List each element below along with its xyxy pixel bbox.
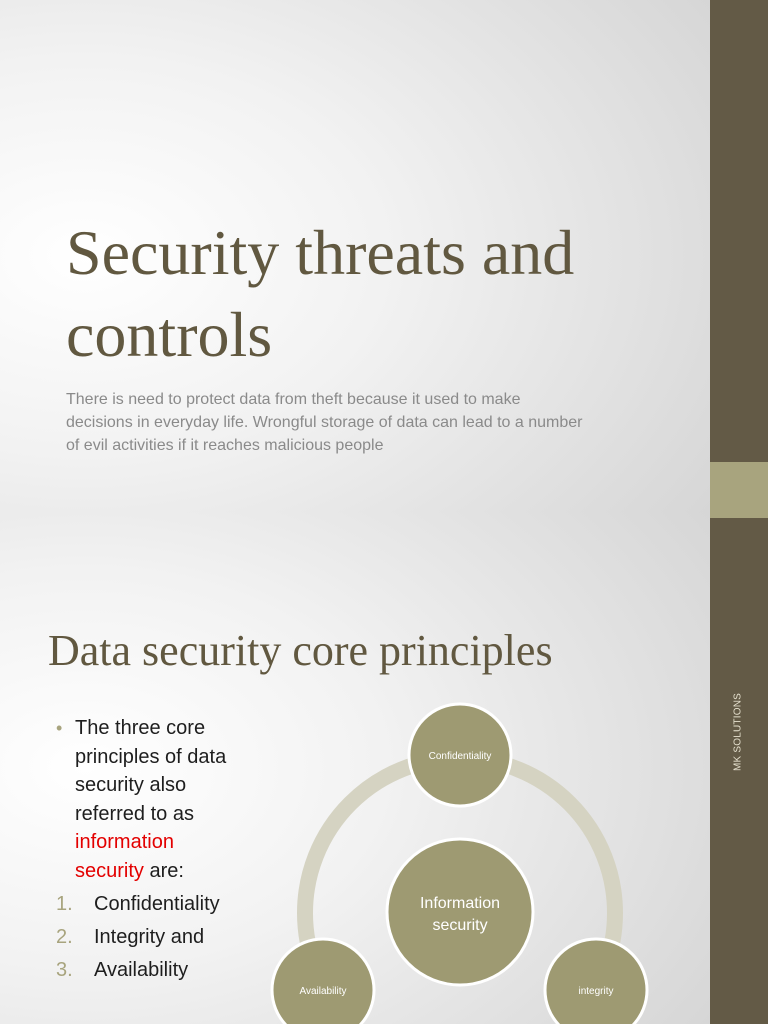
bullet-dot-icon: • — [56, 718, 63, 738]
list-number: 2. — [56, 926, 73, 948]
top-node-label: Confidentiality — [428, 751, 492, 762]
bullet-point — [56, 714, 246, 885]
list-number: 1. — [56, 893, 73, 915]
slide-title-heading — [66, 212, 686, 376]
bullet-text — [75, 714, 246, 885]
title-line-2: controls — [66, 299, 273, 370]
principles-diagram — [260, 692, 700, 1024]
slide-core-principles — [0, 512, 710, 1024]
slide-subtitle: There is need to protect data from theft because it used to make decisions in everyday life. Wrongful storage of data can lead to a number of evil activities if it reaches malicious people — [66, 391, 583, 454]
node-confidentiality — [409, 704, 511, 806]
center-label-line-2: security — [432, 917, 488, 934]
slide-heading: Data security core principles — [48, 626, 553, 675]
list-label: Availability — [94, 959, 189, 981]
list-label: Confidentiality — [94, 893, 220, 915]
slide-title — [0, 0, 710, 512]
bullet-highlight: information security — [75, 831, 174, 882]
bottom-left-node-label: Availability — [299, 986, 347, 997]
title-line-1: Security threats and — [66, 217, 575, 288]
list-number: 3. — [56, 959, 73, 981]
bottom-right-node-label: integrity — [578, 986, 614, 997]
sidebar-brand-text: MK SOLUTIONS — [732, 693, 744, 771]
node-availability — [272, 939, 374, 1024]
bullet-prefix: The three core principles of data security also referred to as — [75, 717, 227, 825]
sidebar-accent-block — [710, 462, 768, 518]
node-integrity — [545, 939, 647, 1024]
node-information-security — [387, 839, 533, 985]
bullet-suffix: are: — [143, 859, 184, 882]
center-label-line-1: Information — [419, 895, 501, 912]
list-label: Integrity and — [94, 926, 205, 948]
